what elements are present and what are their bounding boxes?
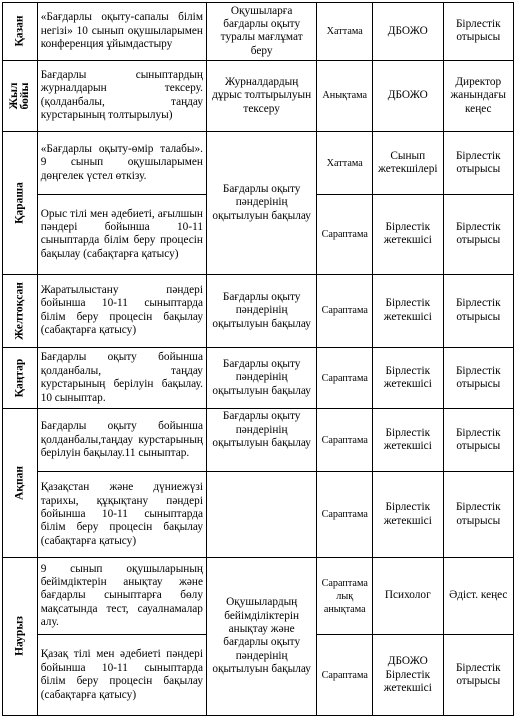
plan-table [2,2,514,716]
goal-cell-empty [206,472,316,558]
month-label: Жыл бойы [7,82,31,110]
month-label: Ақпан [13,466,26,501]
month-label: Қараша [13,182,26,224]
where-cell: Бірлестік отырысы [443,472,513,558]
goal-cell: Оқушыларға бағдарлы оқыту туралы мағлұмат беру [206,3,316,61]
responsible-cell: Психолог [373,557,443,634]
where-cell: Бірлестік отырысы [443,409,513,472]
event-cell: «Бағдарлы оқыту-сапалы білім негізі» 10 сынып оқушыларымен конференция ұйымдастыру [37,3,206,61]
table-row [3,132,514,195]
month-cell [3,3,38,61]
goal-cell: Бағдарлы оқыту пәндерінің оқытылуын бақылау [206,409,316,472]
table-row [3,348,514,409]
goal-cell: Бағдарлы оқыту пәндерінің оқытылуын бақылау [206,132,316,275]
responsible-cell: ДБОЖО [373,60,443,131]
where-cell: Бірлестік отырысы [443,132,513,195]
event-cell: «Бағдарлы оқыту-өмір талабы». 9 сынып оқушыларымен дөңгелек үстел өткізу. [37,132,206,195]
table-row [3,409,514,472]
responsible-cell: Бірлестік жетекшісі [373,409,443,472]
form-cell: Сараптама лық анықтама [317,557,373,634]
responsible-cell: Бірлестік жетекшісі [373,472,443,558]
month-label: Желтоқсан [13,281,26,340]
form-cell: Сараптама [317,274,373,347]
where-cell: Директор жанындағы кеңес [443,60,513,131]
form-cell: Сараптама [317,348,373,409]
form-cell: Сараптама [317,409,373,472]
table-row [3,274,514,347]
event-cell: Жаратылыстану пәндері бойынша 10-11 сыныптарда білім беру процесін бақылау (сабақтарға қатысу) [37,274,206,347]
form-cell: Анықтама [317,60,373,131]
form-cell: Хаттама [317,132,373,195]
table-row [3,3,514,61]
event-cell: Орыс тілі мен әдебиеті, ағылшын пәндері бойынша 10-11 сыныптарда білім беру процесін бақылау (сабақтарға қатысу) [37,195,206,274]
table-row [3,472,514,558]
responsible-cell: Бірлестік жетекшісі [373,274,443,347]
event-cell: Қазақ тілі мен әдебиеті пәндері бойынша 10-11 сыныптарда білім беру процесін бақылау (сабақтарға қатысу) [37,635,206,716]
event-cell: Бағдарлы сыныптардың журналдарын тексеру. (қолданбалы, таңдау курстарының толтырылуы) [37,60,206,131]
table-row [3,60,514,131]
responsible-cell: Бірлестік жетекшісі [373,195,443,274]
responsible-cell: Сынып жетекшілері [373,132,443,195]
where-cell: Бірлестік отырысы [443,274,513,347]
event-cell: Бағдарлы оқыту бойынша қолданбалы,таңдау курстарының берілуін бақылау.11 сыныптар. [37,409,206,472]
month-cell [3,132,38,275]
month-label: Наурыз [13,616,26,657]
where-cell: Бірлестік отырысы [443,195,513,274]
month-cell [3,274,38,347]
form-cell: Хаттама [317,3,373,61]
where-cell: Бірлестік отырысы [443,3,513,61]
event-cell: Қазақстан және дүниежүзі тарихы, құқықтану пәндері бойынша 10-11 сыныптарда білім беру процесін бақылау (сабақтарға қатысу) [37,472,206,558]
form-cell: Сараптама [317,195,373,274]
where-cell: Бірлестік отырысы [443,635,513,716]
month-cell [3,409,38,558]
month-cell [3,60,38,131]
goal-cell: Журналдардың дұрыс толтырылуын тексеру [206,60,316,131]
responsible-cell: Бірлестік жетекшісі [373,348,443,409]
form-cell: Сараптама [317,472,373,558]
event-cell: Бағдарлы оқыту бойынша қолданбалы, таңдау курстарының берілуін бақылау. 10 сыныптар. [37,348,206,409]
event-cell: 9 сынып оқушыларының бейімдіктерін анықтау және бағдарлы сыныптарға бөлу мақсатында тест, сауалнамалар алу. [37,557,206,634]
where-cell: Бірлестік отырысы [443,348,513,409]
month-label: Қаңтар [13,358,26,398]
goal-cell: Бағдарлы оқыту пәндерінің оқытылуын бақылау [206,274,316,347]
responsible-cell: ДБОЖО Бірлестік жетекшісі [373,635,443,716]
month-cell [3,557,38,715]
responsible-cell: ДБОЖО [373,3,443,61]
table-row [3,557,514,634]
form-cell: Сараптама [317,635,373,716]
month-cell [3,348,38,409]
where-cell: Әдіст. кеңес [443,557,513,634]
month-label: Қазан [13,15,26,47]
goal-cell: Бағдарлы оқыту пәндерінің оқытылуын бақылау [206,348,316,409]
goal-cell: Оқушылардың бейімділіктерін анықтау және бағдарлы оқыту пәндерінің оқытылуын бақылау [206,557,316,715]
